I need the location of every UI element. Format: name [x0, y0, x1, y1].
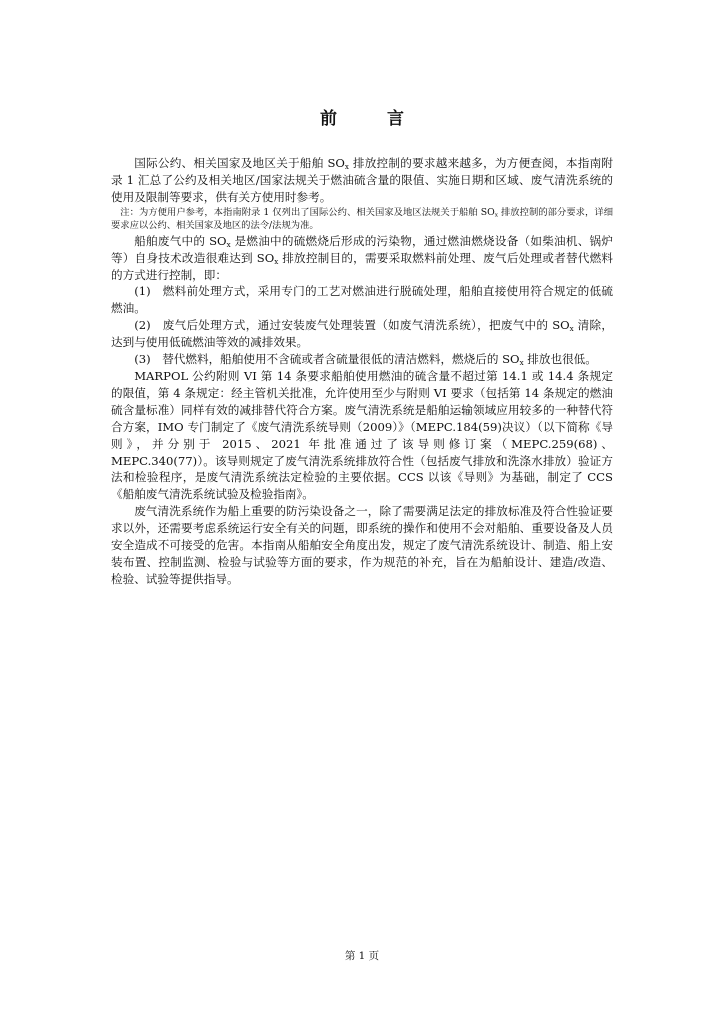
subscript-x: x — [274, 256, 279, 266]
paragraph-marpol — [111, 368, 613, 503]
text-segment: (2) 废气后处理方式，通过安装废气处理装置（如废气清洗系统），把废气中的 SO — [134, 318, 570, 333]
text-segment: 注：为方便用户参考，本指南附录 1 仅列出了国际公约、相关国家及地区法规关于船舶 SO — [120, 206, 495, 218]
text-segment: 排放控制目的，需要采取燃料前处理、废气后处理或者替代燃料的方式进行控制，即： — [111, 250, 614, 282]
paragraph-method-2 — [111, 317, 613, 351]
text-segment: 清除，达到与使用低硫燃油等效的减排效果。 — [111, 318, 613, 350]
subscript-x: x — [226, 239, 231, 249]
subscript-x: x — [344, 161, 349, 171]
text-segment: 排放也很低。 — [523, 352, 597, 367]
paragraph-intro — [111, 155, 613, 206]
subscript-x: x — [494, 212, 498, 219]
subscript-x: x — [519, 357, 524, 367]
paragraph-method-3 — [111, 351, 613, 368]
text-segment: (1) 燃料前处理方式，采用专门的工艺对燃油进行脱硫处理，船舶直接使用符合规定的低硫燃油。 — [111, 284, 613, 316]
page-number: 第 1 页 — [344, 950, 380, 962]
note-reference — [111, 206, 613, 233]
document-body — [111, 155, 613, 588]
page-title: 前 言 — [320, 109, 426, 129]
text-segment: 船舶废气中的 SO — [134, 233, 227, 248]
text-segment: 排放控制的部分要求，详细要求应以公约、相关国家及地区的法令/法规为准。 — [111, 206, 613, 232]
text-segment: (3) 替代燃料，船舶使用不含硫或者含硫量很低的清洁燃料，燃烧后的 SO — [134, 352, 520, 367]
text-segment: 废气清洗系统作为船上重要的防污染设备之一，除了需要满足法定的排放标准及符合性验证要求以外，还需要考虑系统运行安全有关的问题，即系统的操作和使用不会对船舶、重要设备及人员安全造成不可接受的危害。本指南从船舶安全角度出发，规定了废气清洗系统设计、制造、船上安装布置、控制监测、检验与试验等方面的要求，作为规范的补充，旨在为船舶设计、建造/改造、检验、试验等提供指导。 — [111, 504, 613, 586]
text-segment: 国际公约、相关国家及地区关于船舶 SO — [134, 156, 345, 170]
text-segment: 是燃油中的硫燃烧后形成的污染物，通过燃油燃烧设备（如柴油机、锅炉等）自身技术改造很难达到 SO — [111, 233, 613, 265]
text-segment: 排放控制的要求越来越多，为方便查阅，本指南附录 1 汇总了公约及相关地区/国家法规关于燃油硫含量的限值、实施日期和区域、废气清洗系统的使用及限制等要求，供有关方使用时参考。 — [111, 156, 613, 204]
text-segment: MARPOL 公约附则 VI 第 14 条要求船舶使用燃油的硫含量不超过第 14.1 或 14.4 条规定的限值，第 4 条规定：经主管机关批准，允许使用至少与附则 VI 要求（包括第 14 条规定的燃油硫含量标准）同样有效的减排替代符合方案。废气清洗系统是船舶运输领域应用较多的一种替代符合方案，IMO 专门制定了《废气清洗系统导则（2009）》（MEPC.184(59)决议）（以下简称《导则》，并分别于 2015、2021 年批准通过了该导则修订案（MEPC.259(68)、MEPC.340(77)）。该导则规定了废气清洗系统排放符合性（包括废气排放和洗涤水排放）验证方法和检验程序，是废气清洗系统法定检验的主要依据。CCS 以该《导则》为基础，制定了 CCS《船舶废气清洗系统试验及检验指南》。 — [111, 368, 613, 502]
paragraph-method-1 — [111, 283, 613, 317]
subscript-x: x — [569, 324, 574, 334]
paragraph-sox-control — [111, 233, 613, 284]
paragraph-safety — [111, 503, 613, 588]
